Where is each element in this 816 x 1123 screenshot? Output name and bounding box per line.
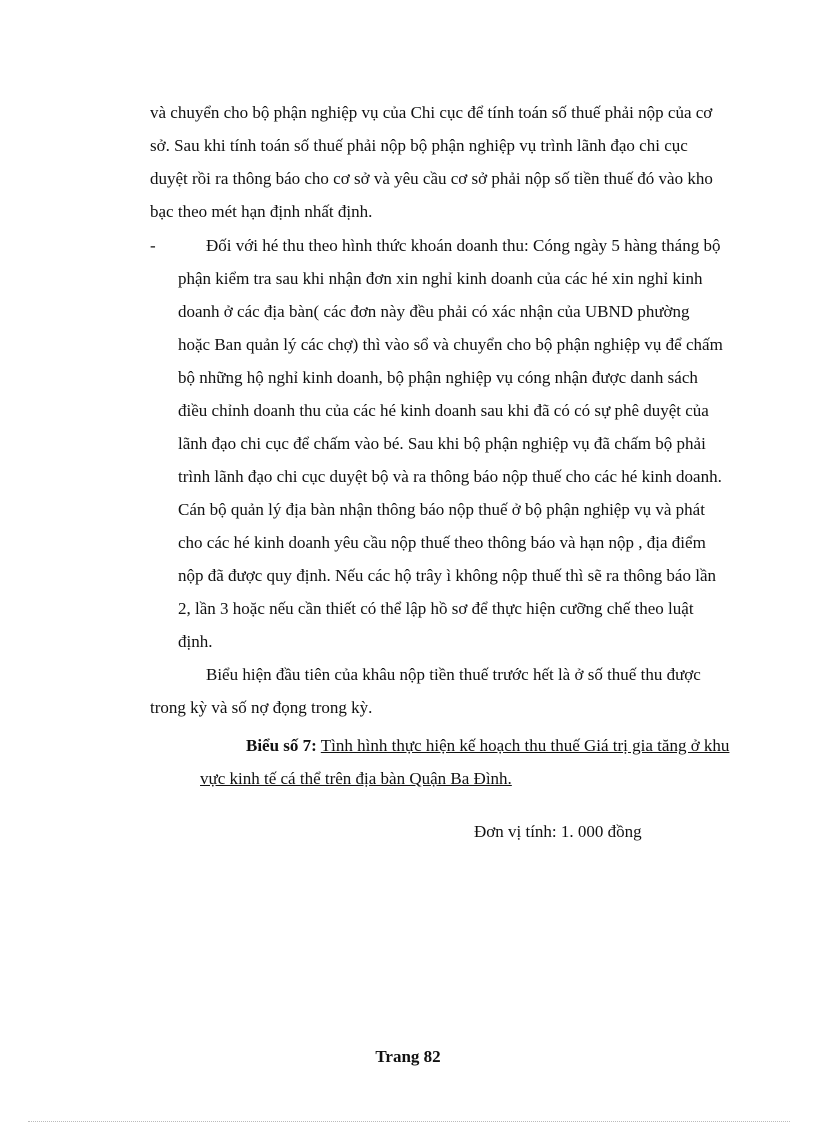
paragraph-3: Biểu hiện đầu tiên của khâu nộp tiền thuế trước hết là ở số thuế thu được trong kỳ và số nợ đọng trong kỳ. (150, 665, 701, 717)
caption-title: Tình hình thực hiện kế hoạch thu thuế Giá trị gia tăng ở khu vực kinh tế cá thể trên địa bàn Quận Ba Đình. (200, 736, 730, 788)
bullet-marker: - (150, 236, 156, 255)
page-bottom-divider (28, 1121, 790, 1122)
table-caption (200, 729, 740, 795)
caption-label: Biểu số 7: (246, 736, 317, 755)
paragraph-2: Đối với hé thu theo hình thức khoán doanh thu: Cóng ngày 5 hàng tháng bộ phận kiểm tra sau khi nhận đơn xin nghỉ kinh doanh của các hé xin nghỉ kinh doanh ở các địa bàn( các đơn này đều phải có xác nhận của UBND phường hoặc Ban quản lý các chợ) thì vào sổ và chuyển cho bộ phận nghiệp vụ để chấm bộ những hộ nghỉ kinh doanh, bộ phận nghiệp vụ cóng nhận được danh sách điều chỉnh doanh thu của các hé kinh doanh sau khi đã có có sự phê duyệt của lãnh đạo chi cục để chấm vào bé. Sau khi bộ phận nghiệp vụ đã chấm bộ phải trình lãnh đạo chi cục duyệt bộ và ra thông báo nộp thuế cho các hé kinh doanh. Cán bộ quản lý địa bàn nhận thông báo nộp thuế ở bộ phận nghiệp vụ và phát cho các hé kinh doanh yêu cầu nộp thuế theo thông báo và hạn nộp , địa điểm nộp đã được quy định. Nếu các hộ trây ì không nộp thuế thì sẽ ra thông báo lần 2, lần 3 hoặc nếu cần thiết có thể lập hồ sơ để thực hiện cưỡng chế theo luật định. (178, 236, 723, 651)
page-number: Trang 82 (375, 1047, 441, 1066)
unit-note: Đơn vị tính: 1. 000 đồng (474, 822, 642, 841)
paragraph-1: và chuyển cho bộ phận nghiệp vụ của Chi cục để tính toán số thuế phải nộp của cơ sở. Sau khi tính toán số thuế phải nộp bộ phận nghiệp vụ trình lãnh đạo chi cục duyệt rồi ra thông báo cho cơ sở và yêu cầu cơ sở phải nộp số tiền thuế đó vào kho bạc theo mét hạn định nhất định. (150, 103, 713, 221)
